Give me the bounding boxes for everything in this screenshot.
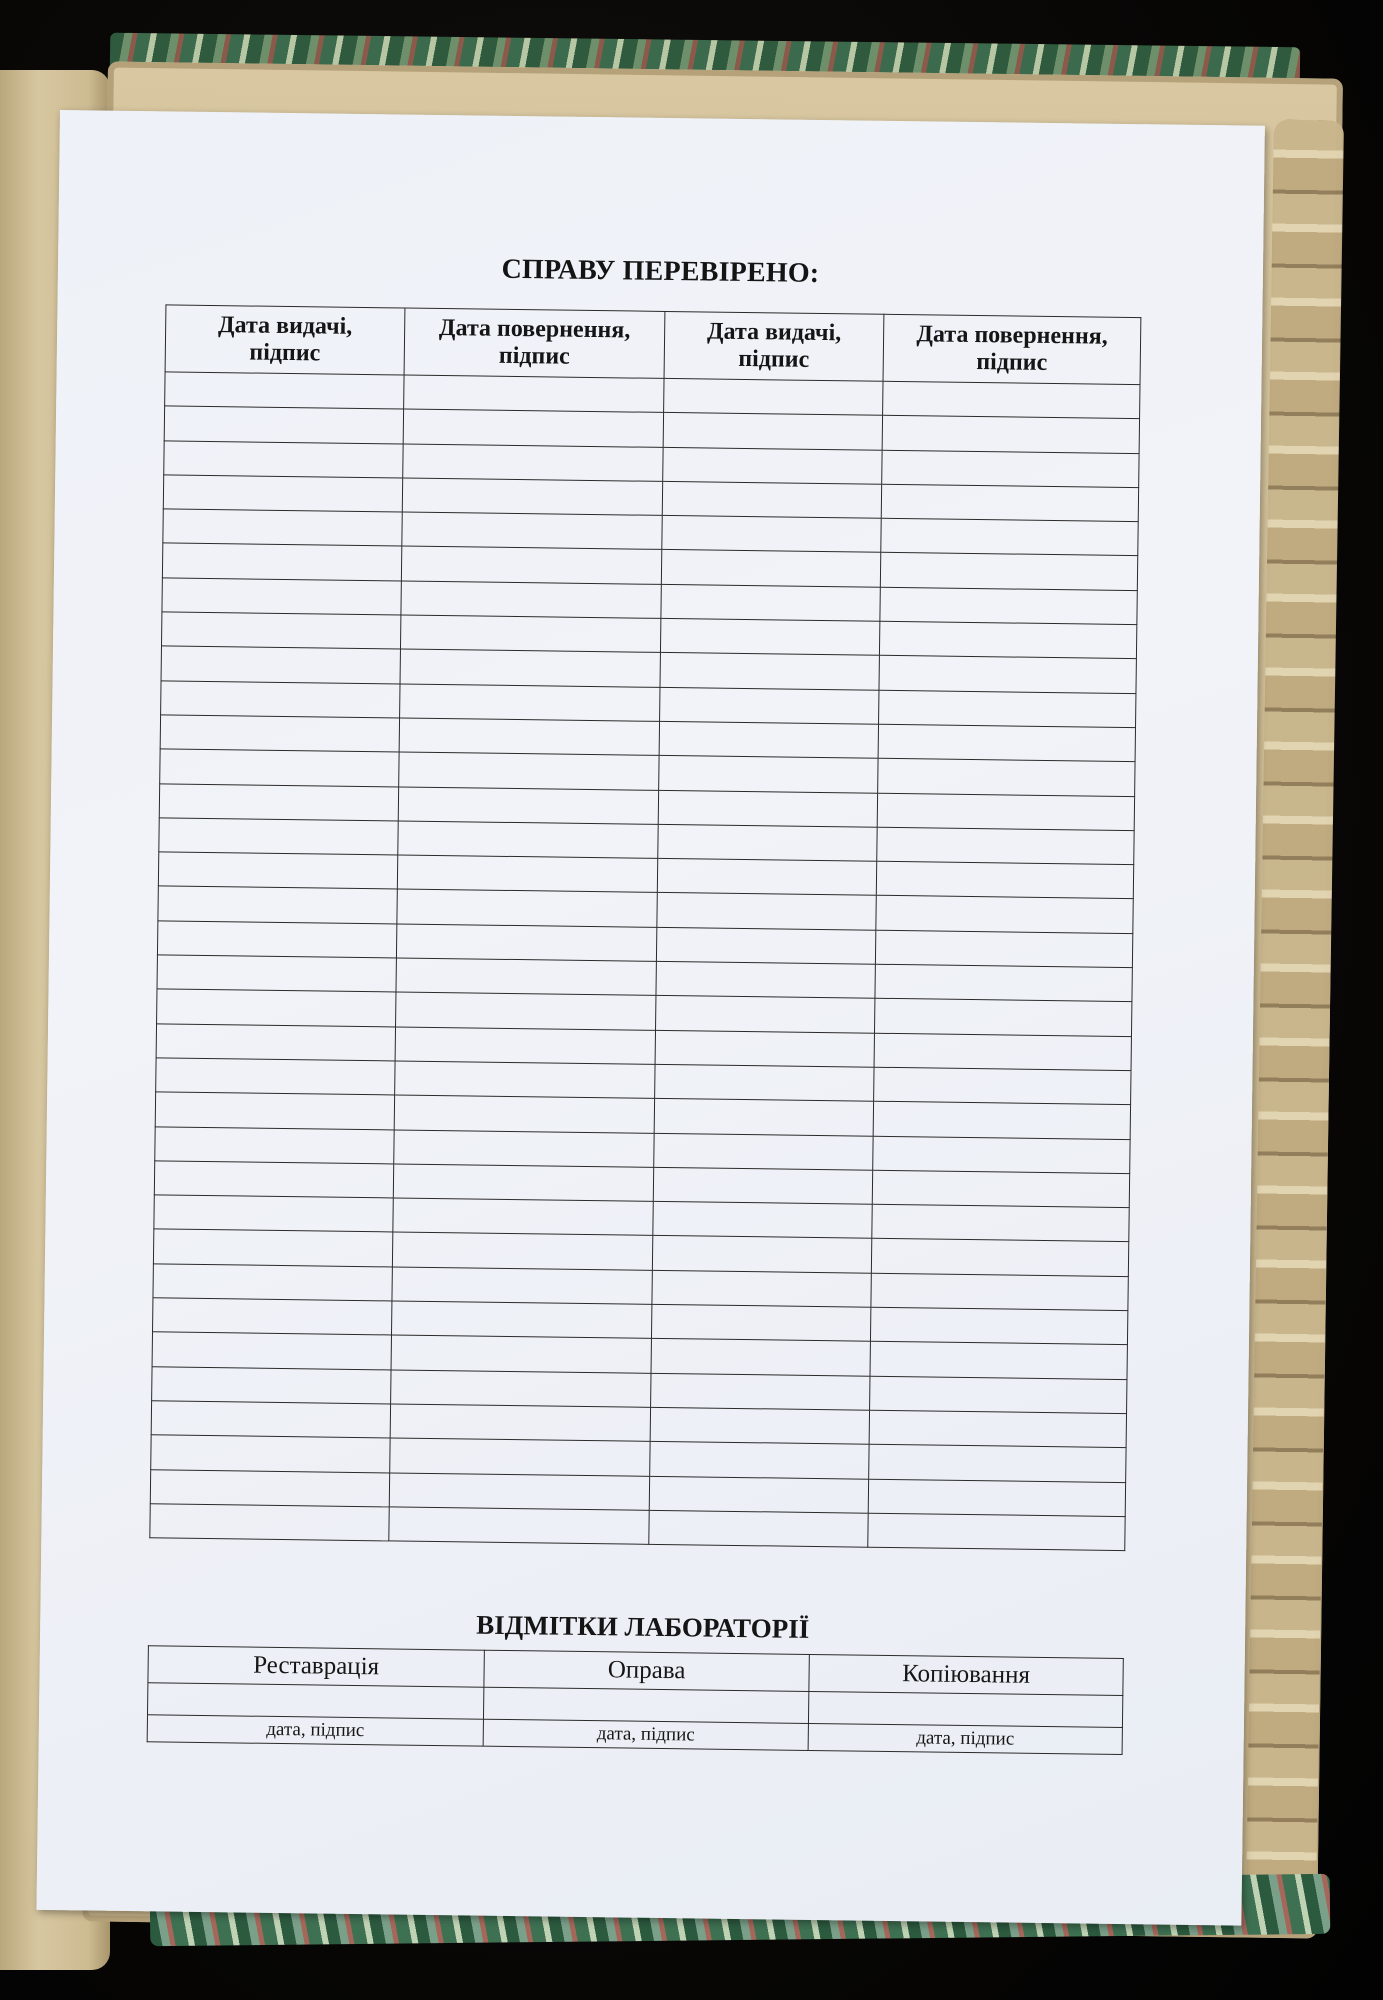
log-entry-cell[interactable] [659,721,878,758]
log-entry-cell[interactable] [159,783,398,820]
log-entry-cell[interactable] [164,440,403,477]
header-line: підпис [976,349,1048,376]
log-entry-cell[interactable] [151,1401,390,1438]
log-entry-cell[interactable] [651,1304,870,1341]
log-entry-cell[interactable] [158,886,397,923]
log-entry-cell[interactable] [392,1232,652,1270]
log-entry-cell[interactable] [883,381,1140,419]
log-entry-cell[interactable] [394,1095,654,1133]
log-table-body [150,372,1140,1551]
log-entry-cell[interactable] [875,964,1132,1002]
log-entry-cell[interactable] [664,378,883,415]
log-entry-cell[interactable] [151,1435,390,1472]
log-entry-cell[interactable] [390,1404,650,1442]
log-entry-cell[interactable] [868,1479,1125,1517]
lab-cell-binding-entry[interactable] [483,1687,808,1723]
log-entry-cell[interactable] [877,793,1134,831]
log-entry-cell[interactable] [874,1067,1131,1105]
log-entry-cell[interactable] [875,930,1132,968]
log-entry-cell[interactable] [658,824,877,861]
log-entry-cell[interactable] [873,1136,1130,1174]
log-entry-cell[interactable] [161,646,400,683]
log-entry-cell[interactable] [651,1339,870,1376]
log-entry-cell[interactable] [152,1332,391,1369]
header-line: підпис [738,345,810,373]
log-entry-cell[interactable] [880,553,1137,591]
log-entry-cell[interactable] [156,1023,395,1060]
log-entry-cell[interactable] [150,1504,389,1541]
log-entry-cell[interactable] [150,1469,389,1506]
log-entry-cell[interactable] [874,999,1131,1037]
log-entry-cell[interactable] [393,1198,653,1236]
log-entry-cell[interactable] [395,1027,655,1065]
log-entry-cell[interactable] [403,409,663,447]
log-entry-cell[interactable] [655,1030,874,1067]
column-header-return-date-1 [404,308,665,378]
column-header-issue-date-2 [664,311,884,381]
log-entry-cell[interactable] [882,416,1139,454]
log-entry-cell[interactable] [650,1407,869,1444]
log-entry-cell[interactable] [156,1058,395,1095]
log-entry-cell[interactable] [653,1167,872,1204]
log-entry-cell[interactable] [157,921,396,958]
log-entry-cell[interactable] [153,1298,392,1335]
log-entry-cell[interactable] [871,1273,1128,1311]
log-entry-cell[interactable] [396,958,656,996]
log-entry-cell[interactable] [391,1370,651,1408]
log-entry-cell[interactable] [400,649,660,687]
log-entry-cell[interactable] [402,512,662,550]
log-entry-cell[interactable] [164,406,403,443]
log-entry-cell[interactable] [868,1513,1125,1551]
log-entry-cell[interactable] [395,1061,655,1099]
log-entry-cell[interactable] [403,444,663,482]
log-entry-cell[interactable] [654,1133,873,1170]
log-entry-cell[interactable] [158,852,397,889]
log-entry-cell[interactable] [155,1126,394,1163]
log-entry-cell[interactable] [391,1301,651,1339]
lab-section-title: ВІДМІТКИ ЛАБОРАТОРІЇ [475,1609,810,1644]
log-entry-cell[interactable] [153,1229,392,1266]
log-entry-cell[interactable] [399,718,659,756]
log-entry-cell[interactable] [876,861,1133,899]
log-entry-cell[interactable] [152,1366,391,1403]
log-entry-cell[interactable] [404,375,664,413]
header-line: Дата видачі, [217,312,353,340]
column-header-return-date-2 [883,314,1141,384]
log-entry-cell[interactable] [160,749,399,786]
log-entry-cell[interactable] [649,1510,868,1547]
column-header-issue-date-1 [165,305,405,375]
log-entry-cell[interactable] [397,889,657,927]
log-entry-cell[interactable] [157,955,396,992]
lab-cell-restoration-entry[interactable] [148,1683,484,1719]
lab-footer-date-signature: дата, підпис [483,1719,808,1750]
log-entry-cell[interactable] [662,481,881,518]
log-entry-cell[interactable] [390,1438,650,1476]
log-entry-cell[interactable] [660,618,879,655]
log-entry-cell[interactable] [879,656,1136,694]
log-entry-cell[interactable] [659,756,878,793]
log-entry-cell[interactable] [872,1170,1129,1208]
log-entry-cell[interactable] [656,961,875,998]
log-entry-cell[interactable] [880,587,1137,625]
log-entry-cell[interactable] [389,1507,649,1545]
log-entry-cell[interactable] [396,924,656,962]
header-line: Дата повернення, [916,321,1108,350]
checkout-log-table [149,304,1141,1551]
log-entry-cell[interactable] [871,1239,1128,1277]
log-entry-cell[interactable] [661,550,880,587]
log-entry-cell[interactable] [402,478,662,516]
log-entry-cell[interactable] [401,546,661,584]
log-entry-cell[interactable] [401,581,661,619]
log-entry-cell[interactable] [657,859,876,896]
log-entry-cell[interactable] [393,1164,653,1202]
log-entry-cell[interactable] [394,1129,654,1167]
log-entry-cell[interactable] [873,1101,1130,1139]
log-entry-cell[interactable] [391,1335,651,1373]
log-entry-cell[interactable] [882,450,1139,488]
log-entry-cell[interactable] [663,447,882,484]
log-entry-cell[interactable] [163,475,402,512]
log-entry-cell[interactable] [397,855,657,893]
log-entry-cell[interactable] [654,1099,873,1136]
lab-column-copying: Копіювання [809,1654,1123,1695]
log-entry-cell[interactable] [870,1376,1127,1414]
lab-cell-copying-entry[interactable] [808,1691,1122,1727]
form-sheet [36,110,1264,1926]
log-entry-cell[interactable] [160,715,399,752]
log-entry-cell[interactable] [163,509,402,546]
log-entry-cell[interactable] [663,413,882,450]
log-entry-cell[interactable] [398,787,658,825]
log-entry-cell[interactable] [161,681,400,718]
log-entry-cell[interactable] [660,687,879,724]
log-entry-cell[interactable] [870,1342,1127,1380]
log-entry-cell[interactable] [159,818,398,855]
log-entry-cell[interactable] [874,1033,1131,1071]
log-entry-cell[interactable] [869,1410,1126,1448]
header-line: підпис [249,339,321,367]
log-table-header-row [165,305,1141,385]
log-entry-cell[interactable] [652,1236,871,1273]
log-entry-cell[interactable] [878,724,1135,762]
log-entry-cell[interactable] [155,1092,394,1129]
log-entry-cell[interactable] [655,1064,874,1101]
log-entry-cell[interactable] [396,992,656,1030]
log-entry-cell[interactable] [656,996,875,1033]
log-entry-cell[interactable] [653,1201,872,1238]
lab-column-binding: Оправа [484,1650,809,1691]
log-entry-cell[interactable] [400,615,660,653]
lab-footer-date-signature: дата, підпис [808,1723,1122,1754]
log-entry-cell[interactable] [877,827,1134,865]
log-entry-cell[interactable] [157,989,396,1026]
log-entry-cell[interactable] [662,516,881,553]
log-entry-cell[interactable] [154,1195,393,1232]
log-entry-cell[interactable] [881,484,1138,522]
log-entry-cell[interactable] [389,1472,649,1510]
page-title: СПРАВУ ПЕРЕВІРЕНО: [501,253,820,289]
lab-footer-date-signature: дата, підпис [147,1715,483,1746]
log-entry-cell[interactable] [869,1444,1126,1482]
header-line: підпис [498,342,570,370]
log-entry-cell[interactable] [876,896,1133,934]
log-entry-cell[interactable] [162,543,401,580]
log-entry-cell[interactable] [872,1204,1129,1242]
log-entry-cell[interactable] [879,690,1136,728]
log-entry-cell[interactable] [392,1267,652,1305]
log-entry-cell[interactable] [650,1442,869,1479]
log-entry-cell[interactable] [870,1307,1127,1345]
log-entry-cell[interactable] [881,518,1138,556]
log-entry-cell[interactable] [878,759,1135,797]
log-entry-cell[interactable] [879,621,1136,659]
lab-column-restoration: Реставрація [148,1646,484,1687]
log-entry-cell[interactable] [399,752,659,790]
log-entry-cell[interactable] [161,612,400,649]
lab-marks-table [147,1645,1124,1755]
log-entry-cell[interactable] [398,821,658,859]
log-entry-cell[interactable] [656,927,875,964]
log-entry-cell[interactable] [652,1270,871,1307]
log-entry-cell[interactable] [661,584,880,621]
log-entry-cell[interactable] [649,1476,868,1513]
log-entry-cell[interactable] [162,578,401,615]
log-entry-cell[interactable] [154,1161,393,1198]
log-entry-cell[interactable] [660,653,879,690]
header-line: Дата видачі, [706,318,842,347]
header-line: Дата повернення, [438,314,631,344]
log-entry-cell[interactable] [165,372,404,409]
log-entry-cell[interactable] [657,893,876,930]
log-entry-cell[interactable] [651,1373,870,1410]
log-entry-cell[interactable] [658,790,877,827]
log-entry-cell[interactable] [153,1264,392,1301]
log-entry-cell[interactable] [400,684,660,722]
